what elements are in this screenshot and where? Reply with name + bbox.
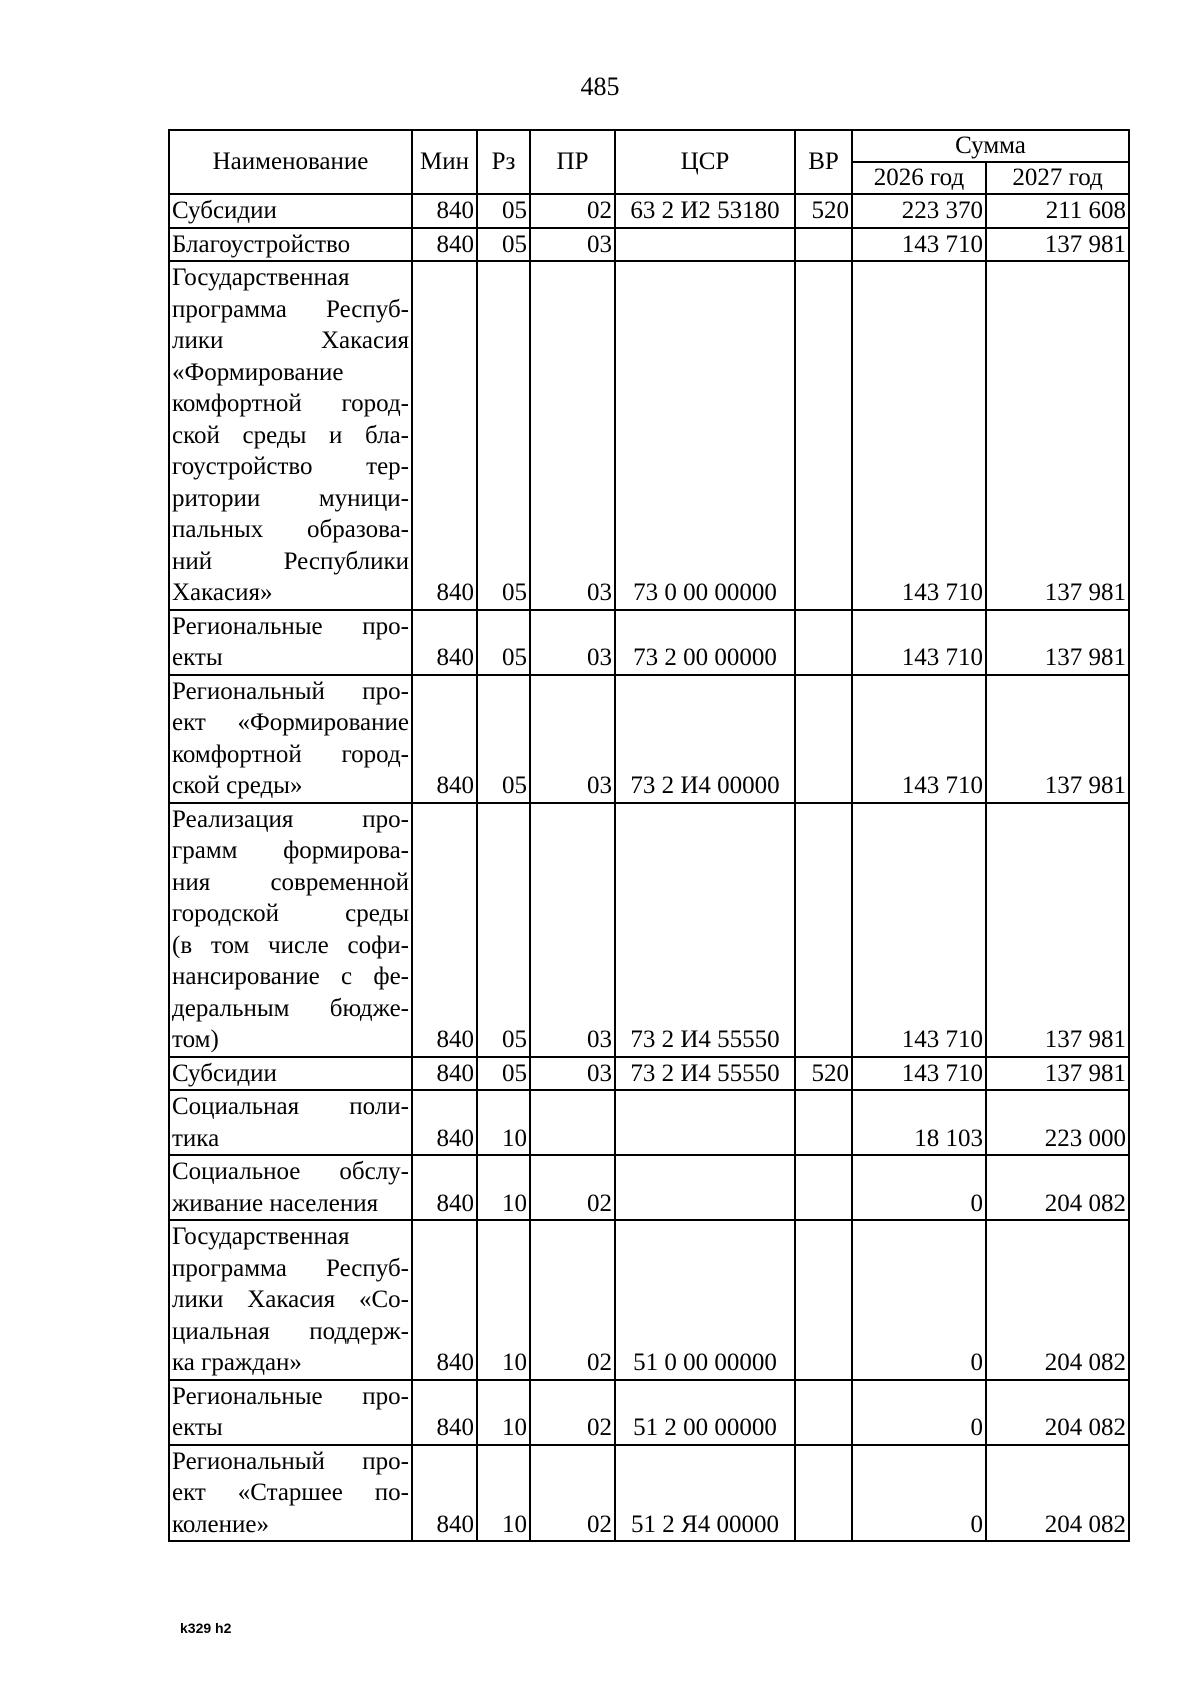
cell-name-line: Благоустройство [172, 230, 351, 258]
cell-name-line: комфортной город- [172, 740, 409, 768]
cell-rz: 05 [477, 610, 530, 675]
cell-name-line: екты [172, 644, 223, 671]
table-row [169, 1220, 1129, 1380]
cell-name-line: ект «Старшее по- [172, 1479, 409, 1506]
cell-rz: 05 [477, 194, 530, 228]
cell-name-line: Государственная [172, 1223, 350, 1250]
cell-csr: 73 2 И4 55550 [615, 1057, 795, 1091]
cell-name-line: ской среды» [172, 772, 303, 799]
cell-name-line: программа Респуб- [172, 1254, 409, 1282]
cell-name-line: ект «Формирование [172, 709, 409, 736]
cell-pr: 03 [530, 228, 615, 262]
cell-rz: 10 [477, 1155, 530, 1220]
cell-csr: 51 0 00 00000 [615, 1220, 795, 1380]
cell-vr [795, 1155, 852, 1220]
cell-min: 840 [412, 675, 477, 803]
cell-y2026: 143 710 [852, 675, 986, 803]
cell-pr: 03 [530, 675, 615, 803]
cell-name-line: циальная поддерж- [172, 1317, 409, 1345]
cell-name [169, 675, 412, 803]
table-body [169, 194, 1129, 1541]
cell-vr [795, 228, 852, 262]
cell-y2026: 143 710 [852, 1057, 986, 1091]
cell-pr: 02 [530, 1380, 615, 1445]
cell-y2027: 137 981 [986, 228, 1129, 262]
header-year-2027: 2027 год [986, 162, 1129, 194]
cell-name [169, 1380, 412, 1445]
cell-y2026: 0 [852, 1220, 986, 1380]
cell-name [169, 261, 412, 610]
cell-name [169, 1155, 412, 1220]
cell-y2026: 0 [852, 1380, 986, 1445]
header-vr: ВР [795, 130, 852, 194]
cell-y2027: 204 082 [986, 1220, 1129, 1380]
cell-csr [615, 228, 795, 262]
cell-pr: 02 [530, 1220, 615, 1380]
cell-name-line: тика [172, 1124, 220, 1152]
cell-name [169, 1090, 412, 1155]
cell-pr: 03 [530, 803, 615, 1057]
header-rz: Рз [477, 130, 530, 194]
table-row [169, 1090, 1129, 1155]
table-row [169, 261, 1129, 610]
cell-min: 840 [412, 1445, 477, 1542]
cell-name-line: Субсидии [172, 1059, 277, 1087]
cell-pr: 02 [530, 1445, 615, 1542]
cell-y2026: 143 710 [852, 610, 986, 675]
cell-csr: 73 2 00 00000 [615, 610, 795, 675]
cell-csr [615, 1090, 795, 1155]
cell-name-line: коление» [172, 1510, 269, 1538]
cell-min: 840 [412, 1380, 477, 1445]
cell-y2027: 204 082 [986, 1380, 1129, 1445]
cell-y2027: 137 981 [986, 261, 1129, 610]
cell-name-line: лики Хакасия «Со- [172, 1286, 409, 1313]
cell-vr [795, 1090, 852, 1155]
cell-min: 840 [412, 610, 477, 675]
cell-name-line: Региональный про- [172, 1447, 409, 1475]
cell-name-line: Социальная поли- [172, 1093, 409, 1120]
cell-name-line: (в том числе софи- [172, 931, 409, 959]
cell-csr: 73 2 И4 55550 [615, 803, 795, 1057]
table-row [169, 228, 1129, 262]
cell-name [169, 610, 412, 675]
table-row [169, 675, 1129, 803]
cell-csr [615, 1155, 795, 1220]
cell-csr: 63 2 И2 53180 [615, 194, 795, 228]
cell-csr: 73 2 И4 00000 [615, 675, 795, 803]
cell-name [169, 1445, 412, 1542]
cell-pr: 03 [530, 261, 615, 610]
cell-name-line: пальных образова- [172, 516, 409, 543]
cell-min: 840 [412, 261, 477, 610]
cell-name-line: екты [172, 1414, 223, 1441]
cell-name-line: Региональные про- [172, 1382, 409, 1410]
cell-min: 840 [412, 803, 477, 1057]
cell-name-line: деральным бюдже- [172, 994, 409, 1022]
cell-name-line: ритории муници- [172, 484, 409, 512]
cell-rz: 05 [477, 261, 530, 610]
cell-name-line: Региональные про- [172, 612, 409, 640]
table-row [169, 610, 1129, 675]
cell-name-line: живание населения [172, 1189, 379, 1217]
cell-vr [795, 675, 852, 803]
cell-rz: 05 [477, 228, 530, 262]
cell-vr [795, 1380, 852, 1445]
cell-y2027: 137 981 [986, 675, 1129, 803]
cell-name-line: грамм формирова- [172, 837, 409, 864]
cell-rz: 05 [477, 803, 530, 1057]
cell-csr: 73 0 00 00000 [615, 261, 795, 610]
cell-min: 840 [412, 1090, 477, 1155]
cell-name-line: Региональный про- [172, 677, 409, 705]
cell-name-line: Социальное обслу- [172, 1158, 409, 1185]
cell-min: 840 [412, 1057, 477, 1091]
header-sum: Сумма [852, 130, 1129, 162]
table-row [169, 803, 1129, 1057]
cell-rz: 10 [477, 1445, 530, 1542]
cell-name [169, 194, 412, 228]
cell-y2026: 0 [852, 1155, 986, 1220]
cell-name [169, 1220, 412, 1380]
cell-name-line: «Формирование [172, 358, 344, 386]
cell-min: 840 [412, 1155, 477, 1220]
cell-name-line: том) [172, 1026, 219, 1053]
cell-name [169, 1057, 412, 1091]
table-row [169, 194, 1129, 228]
cell-name-line: ний Республики [172, 547, 409, 575]
cell-vr [795, 803, 852, 1057]
cell-name-line: Реализация про- [172, 805, 409, 833]
cell-name-line: ния современной [172, 868, 409, 896]
table-row [169, 1155, 1129, 1220]
cell-vr: 520 [795, 1057, 852, 1091]
cell-y2026: 0 [852, 1445, 986, 1542]
header-pr: ПР [530, 130, 615, 194]
cell-pr: 02 [530, 1155, 615, 1220]
cell-csr: 51 2 Я4 00000 [615, 1445, 795, 1542]
table-row [169, 1445, 1129, 1542]
cell-pr [530, 1090, 615, 1155]
page-number: 485 [580, 72, 620, 101]
cell-y2026: 18 103 [852, 1090, 986, 1155]
cell-name-line: Государственная [172, 264, 350, 291]
header-csr: ЦСР [615, 130, 795, 194]
cell-name-line: ка граждан» [172, 1349, 302, 1376]
header-year-2026: 2026 год [852, 162, 986, 194]
cell-y2027: 211 608 [986, 194, 1129, 228]
cell-y2027: 137 981 [986, 610, 1129, 675]
cell-name-line: Хакасия» [172, 579, 273, 606]
cell-pr: 03 [530, 610, 615, 675]
cell-y2027: 204 082 [986, 1445, 1129, 1542]
cell-y2026: 143 710 [852, 803, 986, 1057]
cell-y2026: 143 710 [852, 261, 986, 610]
cell-name-line: ской среды и бла- [172, 421, 409, 449]
cell-name-line: программа Респуб- [172, 295, 409, 323]
cell-rz: 10 [477, 1380, 530, 1445]
cell-name [169, 228, 412, 262]
cell-name-line: комфортной город- [172, 390, 409, 417]
cell-y2027: 223 000 [986, 1090, 1129, 1155]
cell-name-line: лики Хакасия [172, 327, 409, 354]
budget-table [168, 129, 1130, 1542]
table-header [169, 130, 1129, 194]
cell-y2027: 204 082 [986, 1155, 1129, 1220]
cell-name-line: гоустройство тер- [172, 453, 409, 480]
cell-rz: 05 [477, 675, 530, 803]
cell-rz: 05 [477, 1057, 530, 1091]
cell-y2026: 223 370 [852, 194, 986, 228]
cell-name [169, 803, 412, 1057]
table-row [169, 1380, 1129, 1445]
cell-min: 840 [412, 194, 477, 228]
cell-min: 840 [412, 228, 477, 262]
cell-y2027: 137 981 [986, 803, 1129, 1057]
cell-rz: 10 [477, 1090, 530, 1155]
cell-vr [795, 1220, 852, 1380]
cell-vr [795, 261, 852, 610]
cell-name-line: городской среды [172, 900, 409, 927]
cell-y2027: 137 981 [986, 1057, 1129, 1091]
cell-csr: 51 2 00 00000 [615, 1380, 795, 1445]
cell-name-line: Субсидии [172, 197, 277, 224]
header-name: Наименование [169, 130, 412, 194]
cell-y2026: 143 710 [852, 228, 986, 262]
footer-code: k329 h2 [180, 1620, 232, 1636]
cell-rz: 10 [477, 1220, 530, 1380]
table-row [169, 1057, 1129, 1091]
cell-name-line: нансирование с фе- [172, 963, 409, 990]
cell-vr: 520 [795, 194, 852, 228]
cell-vr [795, 1445, 852, 1542]
cell-min: 840 [412, 1220, 477, 1380]
header-min: Мин [412, 130, 477, 194]
cell-pr: 02 [530, 194, 615, 228]
cell-vr [795, 610, 852, 675]
cell-pr: 03 [530, 1057, 615, 1091]
